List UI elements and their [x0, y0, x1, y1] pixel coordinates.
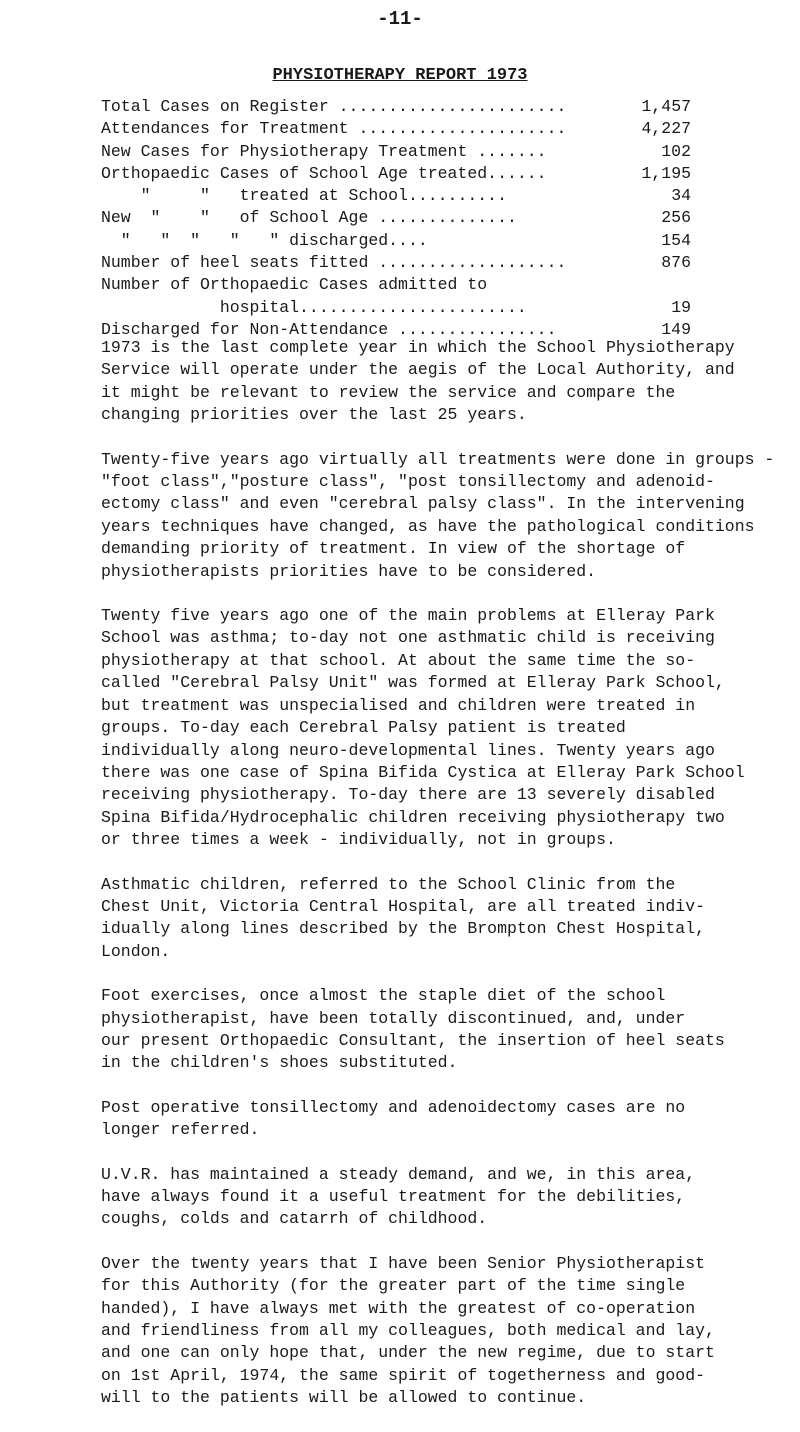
paragraph-group-treatments: Twenty-five years ago virtually all treatments were done in groups - "foot class","posture class", "post tonsillectomy and adenoid- ectomy class" and even "cerebral palsy class". In the intervening years techniques have changed, as have the pathological conditions demanding priority of treatment. In view of the shortage of physiotherapists priorities have to be considered.	[101, 449, 775, 581]
paragraph-closing: Over the twenty years that I have been Senior Physiotherapist for this Authority (for the greater part of the time single handed), I have always met with the greatest of co-operation and friendliness from all my colleagues, both medical and lay, and one can only hope that, under the new regime, due to start on 1st April, 1974, the same spirit of togetherness and good- will to the patients will be allowed to continue.	[101, 1253, 715, 1408]
stat-row	[101, 230, 691, 252]
stat-value: 1,195	[641, 163, 691, 183]
stat-label: Discharged for Non-Attendance ................	[101, 319, 557, 339]
stat-value: 256	[661, 208, 691, 228]
statistics-table	[101, 96, 691, 341]
report-title: PHYSIOTHERAPY REPORT 1973	[272, 66, 528, 85]
stat-value: 149	[661, 319, 691, 339]
paragraph-post-operative: Post operative tonsillectomy and adenoidectomy cases are no longer referred.	[101, 1097, 686, 1140]
stat-label: New " " of School Age ..............	[101, 208, 517, 228]
paragraph-asthmatic-children: Asthmatic children, referred to the School Clinic from the Chest Unit, Victoria Central Hospital, are all treated indiv- idually along lines described by the Brompton Chest Hospital, London.	[101, 874, 705, 961]
stat-value: 1,457	[641, 97, 691, 116]
stat-value: 154	[661, 230, 691, 250]
stat-value: 19	[671, 297, 691, 317]
stat-value: 4,227	[641, 119, 691, 139]
paragraph-elleray-park: Twenty five years ago one of the main problems at Elleray Park School was asthma; to-day not one asthmatic child is receiving physiotherapy at that school. At about the same time the so- called "Cerebral Palsy Unit" was formed at Elleray Park School, but treatment was unspecialised and children were treated in groups. To-day each Cerebral Palsy patient is treated individually along neuro-developmental lines. Twenty years ago there was one case of Spina Bifida Cystica at Elleray Park School receiving physiotherapy. To-day there are 13 severely disabled Spina Bifida/Hydrocephalic children receiving physiotherapy two or three times a week - individually, not in groups.	[101, 606, 745, 850]
stat-label: New Cases for Physiotherapy Treatment .......	[101, 141, 547, 161]
stat-row	[101, 207, 691, 229]
stat-row	[101, 185, 691, 207]
stat-row	[101, 297, 691, 319]
stat-row	[101, 252, 691, 274]
stat-value: 102	[661, 141, 691, 161]
stat-label: Orthopaedic Cases of School Age treated......	[101, 163, 547, 183]
report-body	[101, 337, 775, 1432]
stat-label: Number of Orthopaedic Cases admitted to	[101, 275, 488, 295]
page-number: -11-	[377, 8, 423, 30]
stat-row	[101, 163, 691, 185]
stat-row	[101, 141, 691, 163]
stat-row	[101, 118, 691, 140]
paragraph-uvr: U.V.R. has maintained a steady demand, and we, in this area, have always found it a useful treatment for the debilities, coughs, colds and catarrh of childhood.	[101, 1164, 696, 1229]
stat-row	[101, 274, 691, 296]
stat-label: Total Cases on Register .......................	[101, 97, 567, 116]
stat-label: Attendances for Treatment .....................	[101, 119, 567, 139]
stat-label: Number of heel seats fitted ...................	[101, 253, 567, 273]
stat-label: " " treated at School..........	[101, 186, 507, 206]
stat-value: 34	[671, 186, 691, 206]
paragraph-foot-exercises: Foot exercises, once almost the staple diet of the school physiotherapist, have been totally discontinued, and, under our present Orthopaedic Consultant, the insertion of heel seats in the children's shoes substituted.	[101, 986, 725, 1073]
stat-label: " " " " " discharged....	[101, 230, 428, 250]
stat-row	[101, 96, 691, 118]
paragraph-overview: 1973 is the last complete year in which the School Physiotherapy Service will operate under the aegis of the Local Authority, and it might be relevant to review the service and compare the changing priorities over the last 25 years.	[101, 338, 735, 425]
stat-label: hospital.......................	[101, 297, 527, 317]
stat-value: 876	[661, 253, 691, 273]
